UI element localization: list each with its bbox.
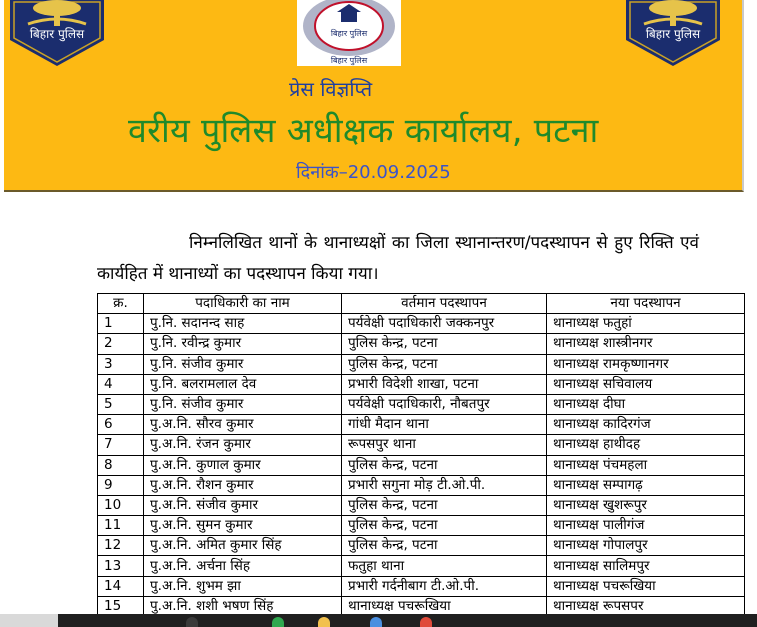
table-row (98, 354, 745, 374)
cell-serial: 10 (98, 495, 144, 515)
cell-current-posting: पुलिस केन्द्र, पटना (342, 334, 547, 354)
posting-table (97, 293, 745, 617)
cell-new-posting: थानाध्यक्ष पालीगंज (547, 516, 745, 536)
cell-current-posting: पर्यवेक्षी पदाधिकारी जक्कनपुर (342, 314, 547, 334)
table-row (98, 475, 745, 495)
cell-serial: 7 (98, 435, 144, 455)
cell-new-posting: थानाध्यक्ष रामकृष्णानगर (547, 354, 745, 374)
cell-serial: 2 (98, 334, 144, 354)
cell-current-posting: पुलिस केन्द्र, पटना (342, 455, 547, 475)
cell-serial: 4 (98, 374, 144, 394)
cell-current-posting: पुलिस केन्द्र, पटना (342, 495, 547, 515)
taskbar-start-area[interactable] (0, 614, 58, 627)
cell-current-posting: प्रभारी विदेशी शाखा, पटना (342, 374, 547, 394)
cell-new-posting: थानाध्यक्ष हाथीदह (547, 435, 745, 455)
cell-officer-name: पु.अ.नि. कुणाल कुमार (144, 455, 342, 475)
cell-officer-name: पु.अ.नि. रौशन कुमार (144, 475, 342, 495)
table-row (98, 314, 745, 334)
cell-officer-name: पु.अ.नि. शुभम झा (144, 576, 342, 596)
table-row (98, 495, 745, 515)
cell-current-posting: पुलिस केन्द्र, पटना (342, 354, 547, 374)
taskbar-item[interactable] (272, 617, 284, 627)
cell-current-posting: गांधी मैदान थाना (342, 415, 547, 435)
cell-officer-name: पु.नि. रवीन्द्र कुमार (144, 334, 342, 354)
cell-new-posting: थानाध्यक्ष कादिरगंज (547, 415, 745, 435)
taskbar (0, 614, 757, 627)
taskbar-item[interactable] (318, 617, 330, 627)
table-row (98, 516, 745, 536)
emblem-text: बिहार पुलिस (29, 27, 85, 41)
press-release-heading: प्रेस विज्ञप्ति (289, 77, 373, 101)
intro-paragraph (97, 228, 699, 290)
cell-current-posting: पुलिस केन्द्र, पटना (342, 516, 547, 536)
bihar-police-logo (297, 0, 401, 66)
col-header-officer: पदाधिकारी का नाम (144, 294, 342, 314)
cell-current-posting: पुलिस केन्द्र, पटना (342, 536, 547, 556)
cell-new-posting: थानाध्यक्ष रूपसपर (547, 596, 745, 616)
taskbar-item[interactable] (186, 617, 198, 627)
table-row (98, 415, 745, 435)
cell-officer-name: पु.अ.नि. अर्चना सिंह (144, 556, 342, 576)
cell-current-posting: रूपसपुर थाना (342, 435, 547, 455)
taskbar-item[interactable] (420, 617, 432, 627)
cell-officer-name: पु.अ.नि. सुमन कुमार (144, 516, 342, 536)
cell-new-posting: थानाध्यक्ष शास्त्रीनगर (547, 334, 745, 354)
cell-serial: 12 (98, 536, 144, 556)
cell-serial: 6 (98, 415, 144, 435)
col-header-current-posting: वर्तमान पदस्थापन (342, 294, 547, 314)
cell-serial: 5 (98, 394, 144, 414)
bihar-police-emblem-left (8, 0, 106, 66)
cell-current-posting: थानाध्यक्ष पचरूखिया (342, 596, 547, 616)
table-row (98, 576, 745, 596)
cell-new-posting: थानाध्यक्ष सम्पागढ़ (547, 475, 745, 495)
cell-new-posting: थानाध्यक्ष फतुहां (547, 314, 745, 334)
cell-officer-name: पु.नि. संजीव कुमार (144, 354, 342, 374)
table-row (98, 536, 745, 556)
cell-new-posting: थानाध्यक्ष गोपालपुर (547, 536, 745, 556)
office-title: वरीय पुलिस अधीक्षक कार्यालय, पटना (128, 111, 599, 151)
cell-serial: 8 (98, 455, 144, 475)
cell-new-posting: थानाध्यक्ष खुशरूपुर (547, 495, 745, 515)
table-row (98, 394, 745, 414)
tree-emblem-icon (8, 0, 106, 66)
release-date: दिनांक–20.09.2025 (296, 162, 451, 183)
cell-officer-name: पु.नि. बलरामलाल देव (144, 374, 342, 394)
bihar-police-emblem-right (624, 0, 722, 66)
table-row (98, 435, 745, 455)
cell-new-posting: थानाध्यक्ष पचरूखिया (547, 576, 745, 596)
cell-officer-name: पु.अ.नि. सौरव कुमार (144, 415, 342, 435)
taskbar-item[interactable] (370, 617, 382, 627)
table-row (98, 374, 745, 394)
logo-caption: बिहार पुलिस (330, 56, 368, 65)
cell-new-posting: थानाध्यक्ष पंचमहला (547, 455, 745, 475)
cell-serial: 13 (98, 556, 144, 576)
cell-new-posting: थानाध्यक्ष सचिवालय (547, 374, 745, 394)
emblem-text: बिहार पुलिस (645, 27, 701, 41)
cell-officer-name: पु.अ.नि. अमित कुमार सिंह (144, 536, 342, 556)
police-badge-icon (297, 0, 401, 66)
table-row (98, 556, 745, 576)
col-header-new-posting: नया पदस्थापन (547, 294, 745, 314)
table-row (98, 455, 745, 475)
cell-officer-name: पु.नि. संजीव कुमार (144, 394, 342, 414)
cell-current-posting: प्रभारी सगुना मोड़ टी.ओ.पी. (342, 475, 547, 495)
intro-text: निम्नलिखित थानों के थानाध्यक्षों का जिला स्थानान्तरण/पदस्थापन से हुए रिक्ति एवं कार्यहित में थानाध्यों का पदस्थापन किया गया। (97, 233, 699, 284)
tree-emblem-icon (624, 0, 722, 66)
svg-text:बिहार पुलिस: बिहार पुलिस (330, 29, 368, 38)
cell-serial: 1 (98, 314, 144, 334)
cell-current-posting: पर्यवेक्षी पदाधिकारी, नौबतपुर (342, 394, 547, 414)
cell-officer-name: पु.अ.नि. संजीव कुमार (144, 495, 342, 515)
cell-serial: 11 (98, 516, 144, 536)
cell-new-posting: थानाध्यक्ष सालिमपुर (547, 556, 745, 576)
cell-serial: 9 (98, 475, 144, 495)
cell-serial: 14 (98, 576, 144, 596)
cell-serial: 3 (98, 354, 144, 374)
cell-current-posting: प्रभारी गर्दनीबाग टी.ओ.पी. (342, 576, 547, 596)
letterhead (4, 0, 744, 192)
cell-serial: 15 (98, 596, 144, 616)
table-header-row (98, 294, 745, 314)
table-row (98, 334, 745, 354)
cell-officer-name: पु.अ.नि. शशी भषण सिंह (144, 596, 342, 616)
cell-officer-name: पु.नि. सदानन्द साह (144, 314, 342, 334)
cell-officer-name: पु.अ.नि. रंजन कुमार (144, 435, 342, 455)
cell-current-posting: फतुहा थाना (342, 556, 547, 576)
cell-new-posting: थानाध्यक्ष दीघा (547, 394, 745, 414)
col-header-serial: क्र. (98, 294, 144, 314)
